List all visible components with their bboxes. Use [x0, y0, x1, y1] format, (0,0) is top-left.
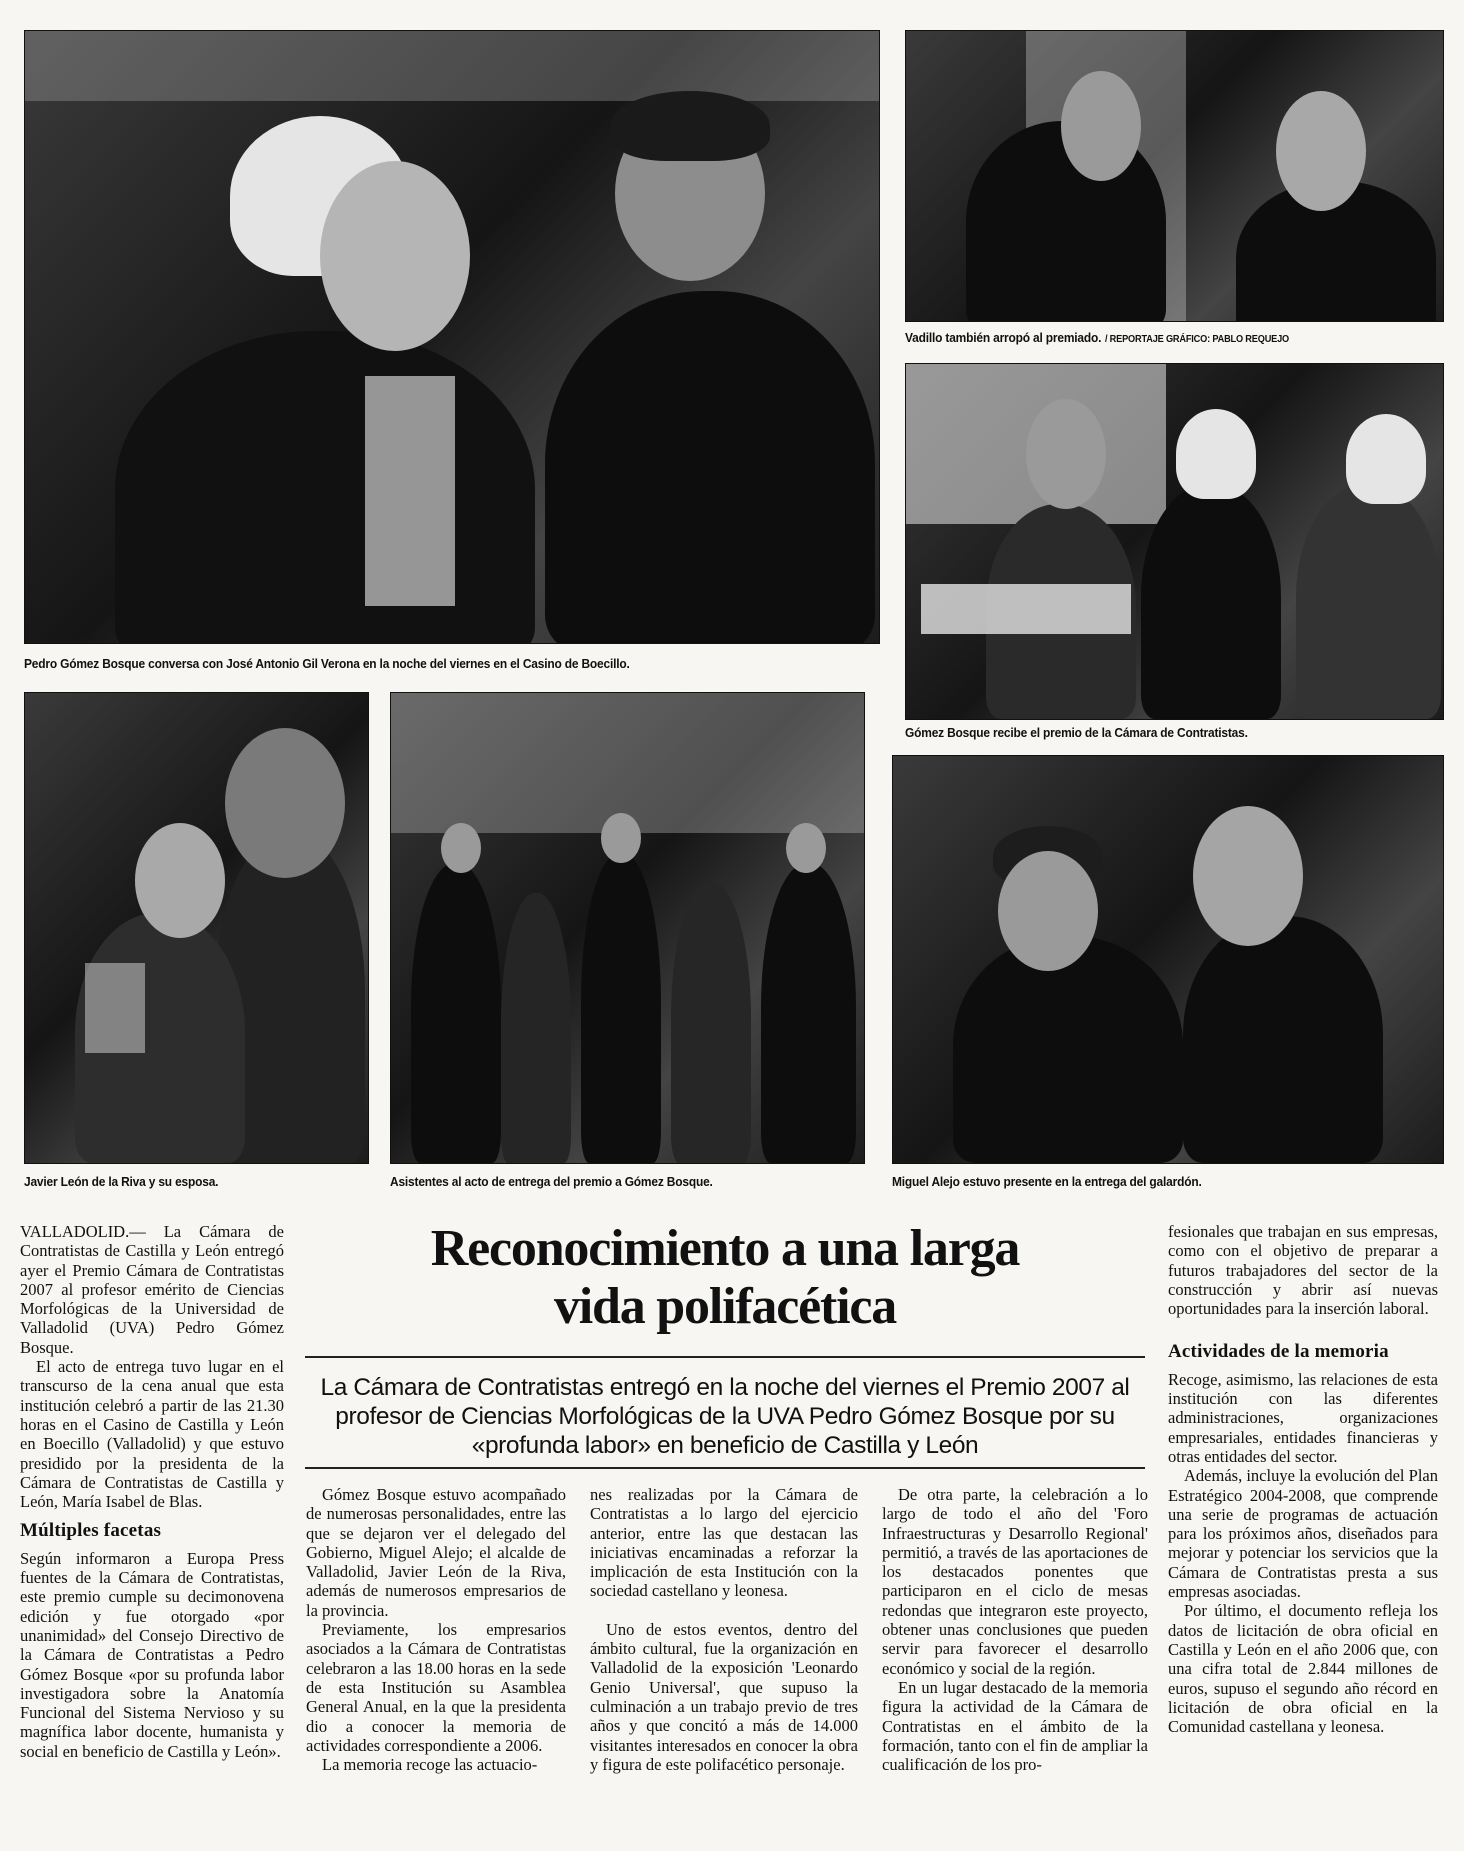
photo-leon-de-la-riva — [24, 692, 369, 1164]
photo-miguel-alejo — [892, 755, 1444, 1164]
article-paragraph: Recoge, asimismo, las relaciones de esta institución con las diferentes administraciones, organizaciones empresariales, entidades financieras y otras entidades del sector. — [1168, 1369, 1438, 1466]
photo-caption: Miguel Alejo estuvo presente en la entrega del galardón. — [892, 1174, 1202, 1189]
article-column-2 — [306, 1485, 566, 1774]
photo-caption: Javier León de la Riva y su esposa. — [24, 1174, 219, 1189]
photo-asistentes — [390, 692, 865, 1164]
article-subhead: La Cámara de Contratistas entregó en la noche del viernes el Premio 2007 al profesor de Ciencias Morfológicas de la UVA Pedro Gómez Bosque por su «profunda labor» en beneficio de Castilla y León — [320, 1374, 1130, 1459]
article-paragraph: En un lugar destacado de la memoria figura la actividad de la Cámara de Contratistas en el ámbito de la formación, tanto con el fin de ampliar la cualificación de los pro- — [882, 1677, 1148, 1775]
article-column-5 — [1168, 1222, 1438, 1736]
article-paragraph: Previamente, los empresarios asociados a la Cámara de Contratistas celebraron a las 18.00 horas en la sede de esta Institución su Asamblea General Anual, en la que la presidenta dio a conocer la memoria de actividades correspondiente a 2006. — [306, 1620, 566, 1755]
article-paragraph: El acto de entrega tuvo lugar en el transcurso de la cena anual que esta institución celebró a partir de las 21.30 horas en el Casino de Castilla y León en Boecillo (Valladolid) y que estuvo presidido por la presidenta de la Cámara de Contratistas de Castilla y León, María Isabel de Blas. — [20, 1357, 284, 1512]
photo-caption: Vadillo también arropó al premiado. / REPORTAJE GRÁFICO: PABLO REQUEJO — [905, 330, 1290, 345]
article-column-1 — [20, 1222, 284, 1761]
article-paragraph: Según informaron a Europa Press fuentes de la Cámara de Contratistas, este premio cumple su decimonovena edición y fue otorgado «por unanimidad» del Consejo Directivo de la Cámara de Contratistas a Pedro Gómez Bosque «por su profunda labor investigadora sobre la Anatomía Funcional del Sistema Nervioso y su magnífica labor docente, humanista y social en beneficio de Castilla y León». — [20, 1548, 284, 1761]
photo-caption: Gómez Bosque recibe el premio de la Cámara de Contratistas. — [905, 725, 1248, 740]
article-paragraph: Uno de estos eventos, dentro del ámbito cultural, fue la organización en Valladolid de la exposición 'Leonardo Genio Universal', que supuso la culminación a un trabajo previo de tres años y que concitó a más de 14.000 visitantes interesados en conocer la obra y figura de este polifacético personaje. — [590, 1619, 858, 1774]
headline-rule-top — [305, 1356, 1145, 1358]
article-paragraph: fesionales que trabajan en sus empresas, como con el objetivo de preparar a futuros trabajadores del sector de la construcción y abrir así nuevas oportunidades para la inserción laboral. — [1168, 1222, 1438, 1319]
article-paragraph: De otra parte, la celebración a lo largo de todo el año del 'Foro Infraestructuras y Desarrollo Regional' permitió, a través de las aportaciones de los destacados ponentes que participaron en el ciclo de mesas redondas que integraron este proyecto, obtener unas conclusiones que pueden servir para favorecer el desarrollo económico y social de la región. — [882, 1485, 1148, 1678]
article-paragraph: La memoria recoge las actuacio- — [322, 1755, 538, 1775]
photo-vadillo — [905, 30, 1444, 322]
headline-rule-bottom — [305, 1467, 1145, 1469]
photo-premio — [905, 363, 1444, 720]
article-paragraph: Gómez Bosque estuvo acompañado de numerosas personalidades, entre las que se dejaron ver el delegado del Gobierno, Miguel Alejo; el alcalde de Valladolid, Javier León de la Riva, además de numerosos empresarios de la provincia. — [306, 1485, 566, 1620]
article-column-4 — [882, 1485, 1148, 1774]
photo-caption: Pedro Gómez Bosque conversa con José Antonio Gil Verona en la noche del viernes en el Casino de Boecillo. — [24, 656, 630, 671]
article-paragraph: Por último, el documento refleja los datos de licitación de obra oficial en Castilla y León en el año 2006 que, con una cifra total de 2.844 millones de euros, supuso el segundo año récord en licitación de obra oficial en la Comunidad castellana y leonesa. — [1168, 1601, 1438, 1737]
article-paragraph: VALLADOLID.— La Cámara de Contratistas de Castilla y León entregó ayer el Premio Cámara de Contratistas 2007 al profesor emérito de Ciencias Morfológicas de la Universidad de Valladolid (UVA) Pedro Gómez Bosque. — [20, 1222, 284, 1357]
photo-credit: / REPORTAJE GRÁFICO: PABLO REQUEJO — [1104, 334, 1290, 345]
photo-gomez-bosque-gil-verona — [24, 30, 880, 644]
photo-caption: Asistentes al acto de entrega del premio a Gómez Bosque. — [390, 1174, 713, 1189]
article-paragraph: nes realizadas por la Cámara de Contratistas a lo largo del ejercicio anterior, entre las que destacan las iniciativas encaminadas a reforzar la implicación de esta Institución con la sociedad castellano y leonesa. — [590, 1485, 858, 1601]
article-paragraph: Además, incluye la evolución del Plan Estratégico 2004-2008, que comprende una serie de programas de actuación para los próximos años, diseñados para mejorar y potenciar los servicios que la Cámara de Contratistas presta a sus empresas asociadas. — [1168, 1466, 1438, 1602]
article-column-3 — [590, 1485, 858, 1774]
article-headline: Reconocimiento a una larga vida polifacética — [430, 1220, 1020, 1335]
section-heading: Actividades de la memoria — [1168, 1341, 1389, 1363]
section-heading: Múltiples facetas — [20, 1520, 162, 1542]
